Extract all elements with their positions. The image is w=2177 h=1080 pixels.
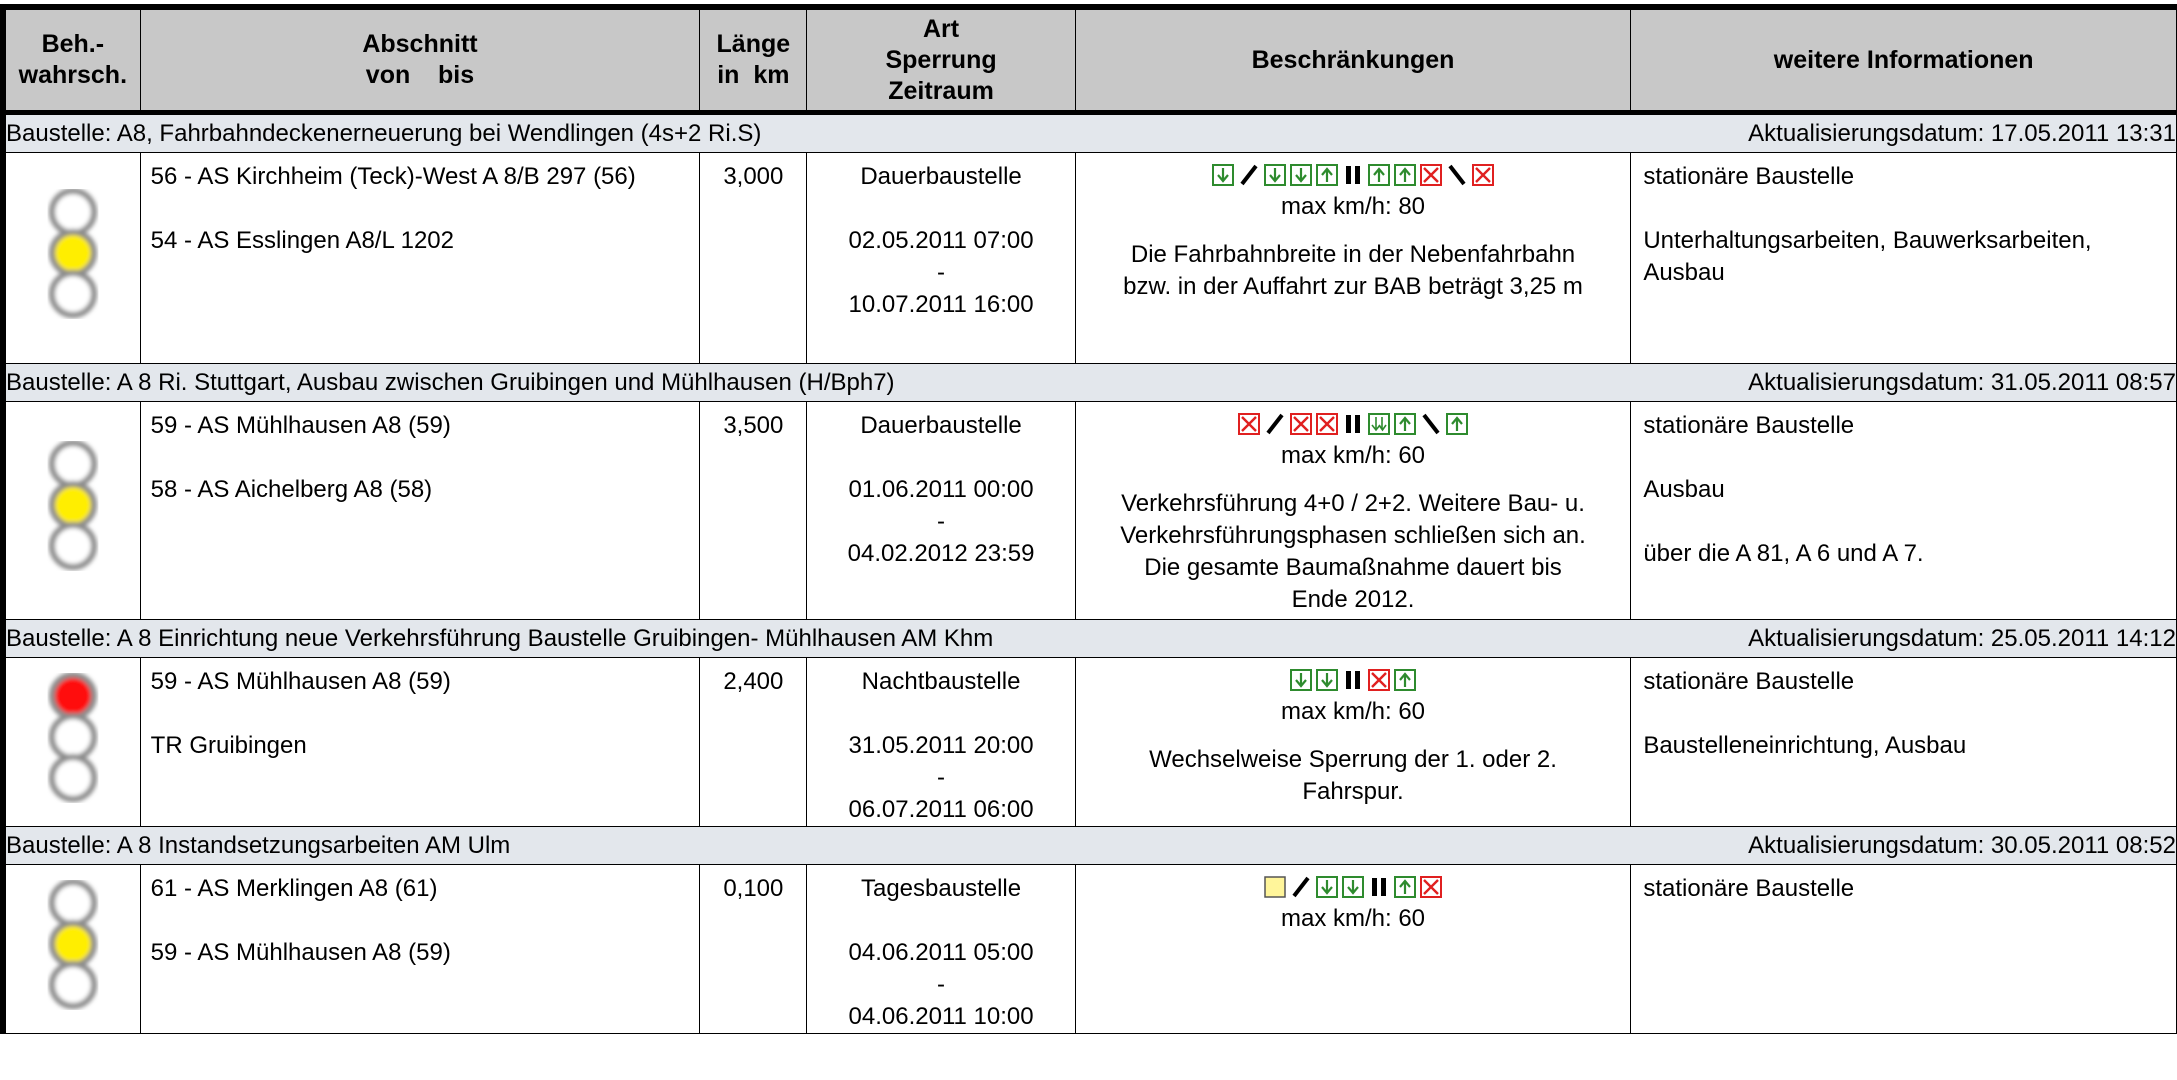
section-title: Baustelle: A 8 Ri. Stuttgart, Ausbau zwischen Gruibingen und Mühlhausen (H/Bph7) (6, 368, 895, 396)
traffic-light (41, 673, 105, 803)
closed-icon (1472, 164, 1494, 186)
restriction-note: Wechselweise Sperrung der 1. oder 2. Fahrspur. (1149, 746, 1557, 805)
speed-limit: max km/h: 60 (1280, 698, 1426, 725)
arrow-up-icon (1368, 164, 1390, 186)
closed-icon (1420, 164, 1442, 186)
speed-limit: max km/h: 80 (1280, 193, 1426, 220)
bars-icon (1368, 876, 1390, 898)
type-period-text: 06.07.2011 06:00 (848, 796, 1034, 823)
restriction-note: Verkehrsführung 4+0 / 2+2. Weitere Bau- u. Verkehrsführungsphasen schließen sich an. Die gesamte Baumaßnahme dauert bis Ende 2012. (1120, 490, 1586, 613)
length-cell (700, 402, 807, 620)
table-row (3, 658, 2177, 827)
section-title-row (3, 827, 2177, 865)
closed-icon (1238, 413, 1260, 435)
length-value: 2,400 (723, 668, 784, 695)
arrow-down-icon (1316, 669, 1338, 691)
segment-text: 59 - AS Mühlhausen A8 (59) (150, 939, 451, 966)
slash-icon (1264, 413, 1286, 435)
table-row (3, 865, 2177, 1034)
type-period-text: 04.06.2011 05:00 (848, 939, 1034, 966)
section-title-row (3, 364, 2177, 402)
arrow-down-icon (1264, 164, 1286, 186)
type-period-text: Nachtbaustelle (861, 668, 1021, 695)
roadworks-table (0, 4, 2177, 1034)
header-row (3, 7, 2177, 113)
header-type-period: Art Sperrung Zeitraum (807, 7, 1075, 113)
closed-icon (1420, 876, 1442, 898)
arrow-up-icon (1394, 413, 1416, 435)
arrow-double-icon (1368, 413, 1390, 435)
arrow-up-icon (1446, 413, 1468, 435)
type-period-text: Dauerbaustelle (860, 412, 1022, 439)
header-restrictions: Beschränkungen (1075, 7, 1631, 113)
section-title: Baustelle: A 8 Instandsetzungsarbeiten AM Ulm (6, 831, 511, 859)
segment-text: 61 - AS Merklingen A8 (61) (150, 875, 438, 902)
restrictions-cell (1075, 865, 1631, 1034)
type-period-text: Tagesbaustelle (860, 875, 1022, 902)
lane-icons (1084, 410, 1623, 438)
lane-icons (1084, 666, 1623, 694)
traffic-light (41, 880, 105, 1010)
segment-text: 54 - AS Esslingen A8/L 1202 (150, 227, 454, 254)
restrictions-cell (1075, 658, 1631, 827)
restriction-note: Die Fahrbahnbreite in der Nebenfahrbahn bzw. in der Auffahrt zur BAB beträgt 3,25 m (1123, 241, 1583, 300)
speed-limit: max km/h: 60 (1280, 442, 1426, 469)
info-text: stationäre Baustelle (1643, 163, 1855, 190)
slash-icon (1238, 164, 1260, 186)
slash-icon (1290, 876, 1312, 898)
type-period-text: 10.07.2011 16:00 (848, 291, 1034, 318)
type-period-cell (807, 865, 1075, 1034)
header-likelihood: Beh.- wahrsch. (3, 7, 140, 113)
speed-limit: max km/h: 60 (1280, 905, 1426, 932)
closed-icon (1316, 413, 1338, 435)
section-title-row (3, 113, 2177, 153)
closed-icon (1368, 669, 1390, 691)
section-title-cell (3, 113, 2177, 153)
likelihood-cell (3, 658, 140, 827)
type-period-text: Dauerbaustelle (860, 163, 1022, 190)
segment-text: 59 - AS Mühlhausen A8 (59) (150, 668, 451, 695)
arrow-up-icon (1394, 876, 1416, 898)
section-title: Baustelle: A8, Fahrbahndeckenerneuerung bei Wendlingen (4s+2 Ri.S) (6, 119, 762, 147)
type-period-text: - (937, 508, 946, 535)
header-section: Abschnitt von bis (140, 7, 700, 113)
table-row (3, 153, 2177, 364)
header-more-info: weitere Informationen (1631, 7, 2177, 113)
arrow-down-icon (1316, 876, 1338, 898)
arrow-up-icon (1316, 164, 1338, 186)
type-period-text: 31.05.2011 20:00 (848, 732, 1034, 759)
traffic-light (41, 189, 105, 319)
backslash-icon (1420, 413, 1442, 435)
info-text: Baustelleneinrichtung, Ausbau (1643, 732, 1967, 759)
arrow-down-icon (1342, 876, 1364, 898)
segment-text: 56 - AS Kirchheim (Teck)-West A 8/B 297 (56) (150, 163, 636, 190)
info-cell (1631, 865, 2177, 1034)
type-period-text: 04.06.2011 10:00 (848, 1003, 1034, 1030)
type-period-text: - (937, 259, 946, 286)
type-period-cell (807, 658, 1075, 827)
length-cell (700, 865, 807, 1034)
info-text: über die A 81, A 6 und A 7. (1643, 540, 1924, 567)
info-cell (1631, 402, 2177, 620)
closed-icon (1290, 413, 1312, 435)
table-row (3, 402, 2177, 620)
length-value: 3,000 (723, 163, 784, 190)
info-text: Ausbau (1643, 476, 1725, 503)
type-period-cell (807, 402, 1075, 620)
section-title: Baustelle: A 8 Einrichtung neue Verkehrsführung Baustelle Gruibingen- Mühlhausen AM Khm (6, 624, 994, 652)
segment-cell (140, 402, 700, 620)
section-title-cell (3, 364, 2177, 402)
section-title-cell (3, 827, 2177, 865)
type-period-text: 02.05.2011 07:00 (848, 227, 1034, 254)
length-cell (700, 153, 807, 364)
info-cell (1631, 153, 2177, 364)
segment-cell (140, 658, 700, 827)
length-value: 3,500 (723, 412, 784, 439)
info-text: stationäre Baustelle (1643, 668, 1855, 695)
header-length: Länge in km (700, 7, 807, 113)
segment-text: 58 - AS Aichelberg A8 (58) (150, 476, 433, 503)
info-text: Unterhaltungsarbeiten, Bauwerksarbeiten, Ausbau (1643, 227, 2092, 286)
update-date: Aktualisierungsdatum: 25.05.2011 14:12 (1748, 624, 2176, 652)
info-cell (1631, 658, 2177, 827)
info-text: stationäre Baustelle (1643, 875, 1855, 902)
likelihood-cell (3, 865, 140, 1034)
type-period-cell (807, 153, 1075, 364)
restrictions-cell (1075, 402, 1631, 620)
backslash-icon (1446, 164, 1468, 186)
section-title-row (3, 620, 2177, 658)
bars-icon (1342, 164, 1364, 186)
segment-text: TR Gruibingen (150, 732, 307, 759)
type-period-text: 01.06.2011 00:00 (848, 476, 1034, 503)
likelihood-cell (3, 153, 140, 364)
length-cell (700, 658, 807, 827)
arrow-down-icon (1290, 669, 1312, 691)
section-title-cell (3, 620, 2177, 658)
length-value: 0,100 (723, 875, 784, 902)
arrow-down-icon (1290, 164, 1312, 186)
lane-icons (1084, 161, 1623, 189)
traffic-light (41, 441, 105, 571)
update-date: Aktualisierungsdatum: 30.05.2011 08:52 (1748, 831, 2176, 859)
lane-icons (1084, 873, 1623, 901)
update-date: Aktualisierungsdatum: 17.05.2011 13:31 (1748, 119, 2176, 147)
restrictions-cell (1075, 153, 1631, 364)
arrow-down-icon (1212, 164, 1234, 186)
type-period-text: 04.02.2012 23:59 (847, 540, 1035, 567)
table-body (3, 113, 2177, 1034)
arrow-up-icon (1394, 669, 1416, 691)
info-text: stationäre Baustelle (1643, 412, 1855, 439)
yellow-box-icon (1264, 876, 1286, 898)
update-date: Aktualisierungsdatum: 31.05.2011 08:57 (1748, 368, 2176, 396)
type-period-text: - (937, 971, 946, 998)
bars-icon (1342, 669, 1364, 691)
likelihood-cell (3, 402, 140, 620)
type-period-text: - (937, 764, 946, 791)
bars-icon (1342, 413, 1364, 435)
arrow-up-icon (1394, 164, 1416, 186)
segment-cell (140, 153, 700, 364)
segment-text: 59 - AS Mühlhausen A8 (59) (150, 412, 451, 439)
segment-cell (140, 865, 700, 1034)
